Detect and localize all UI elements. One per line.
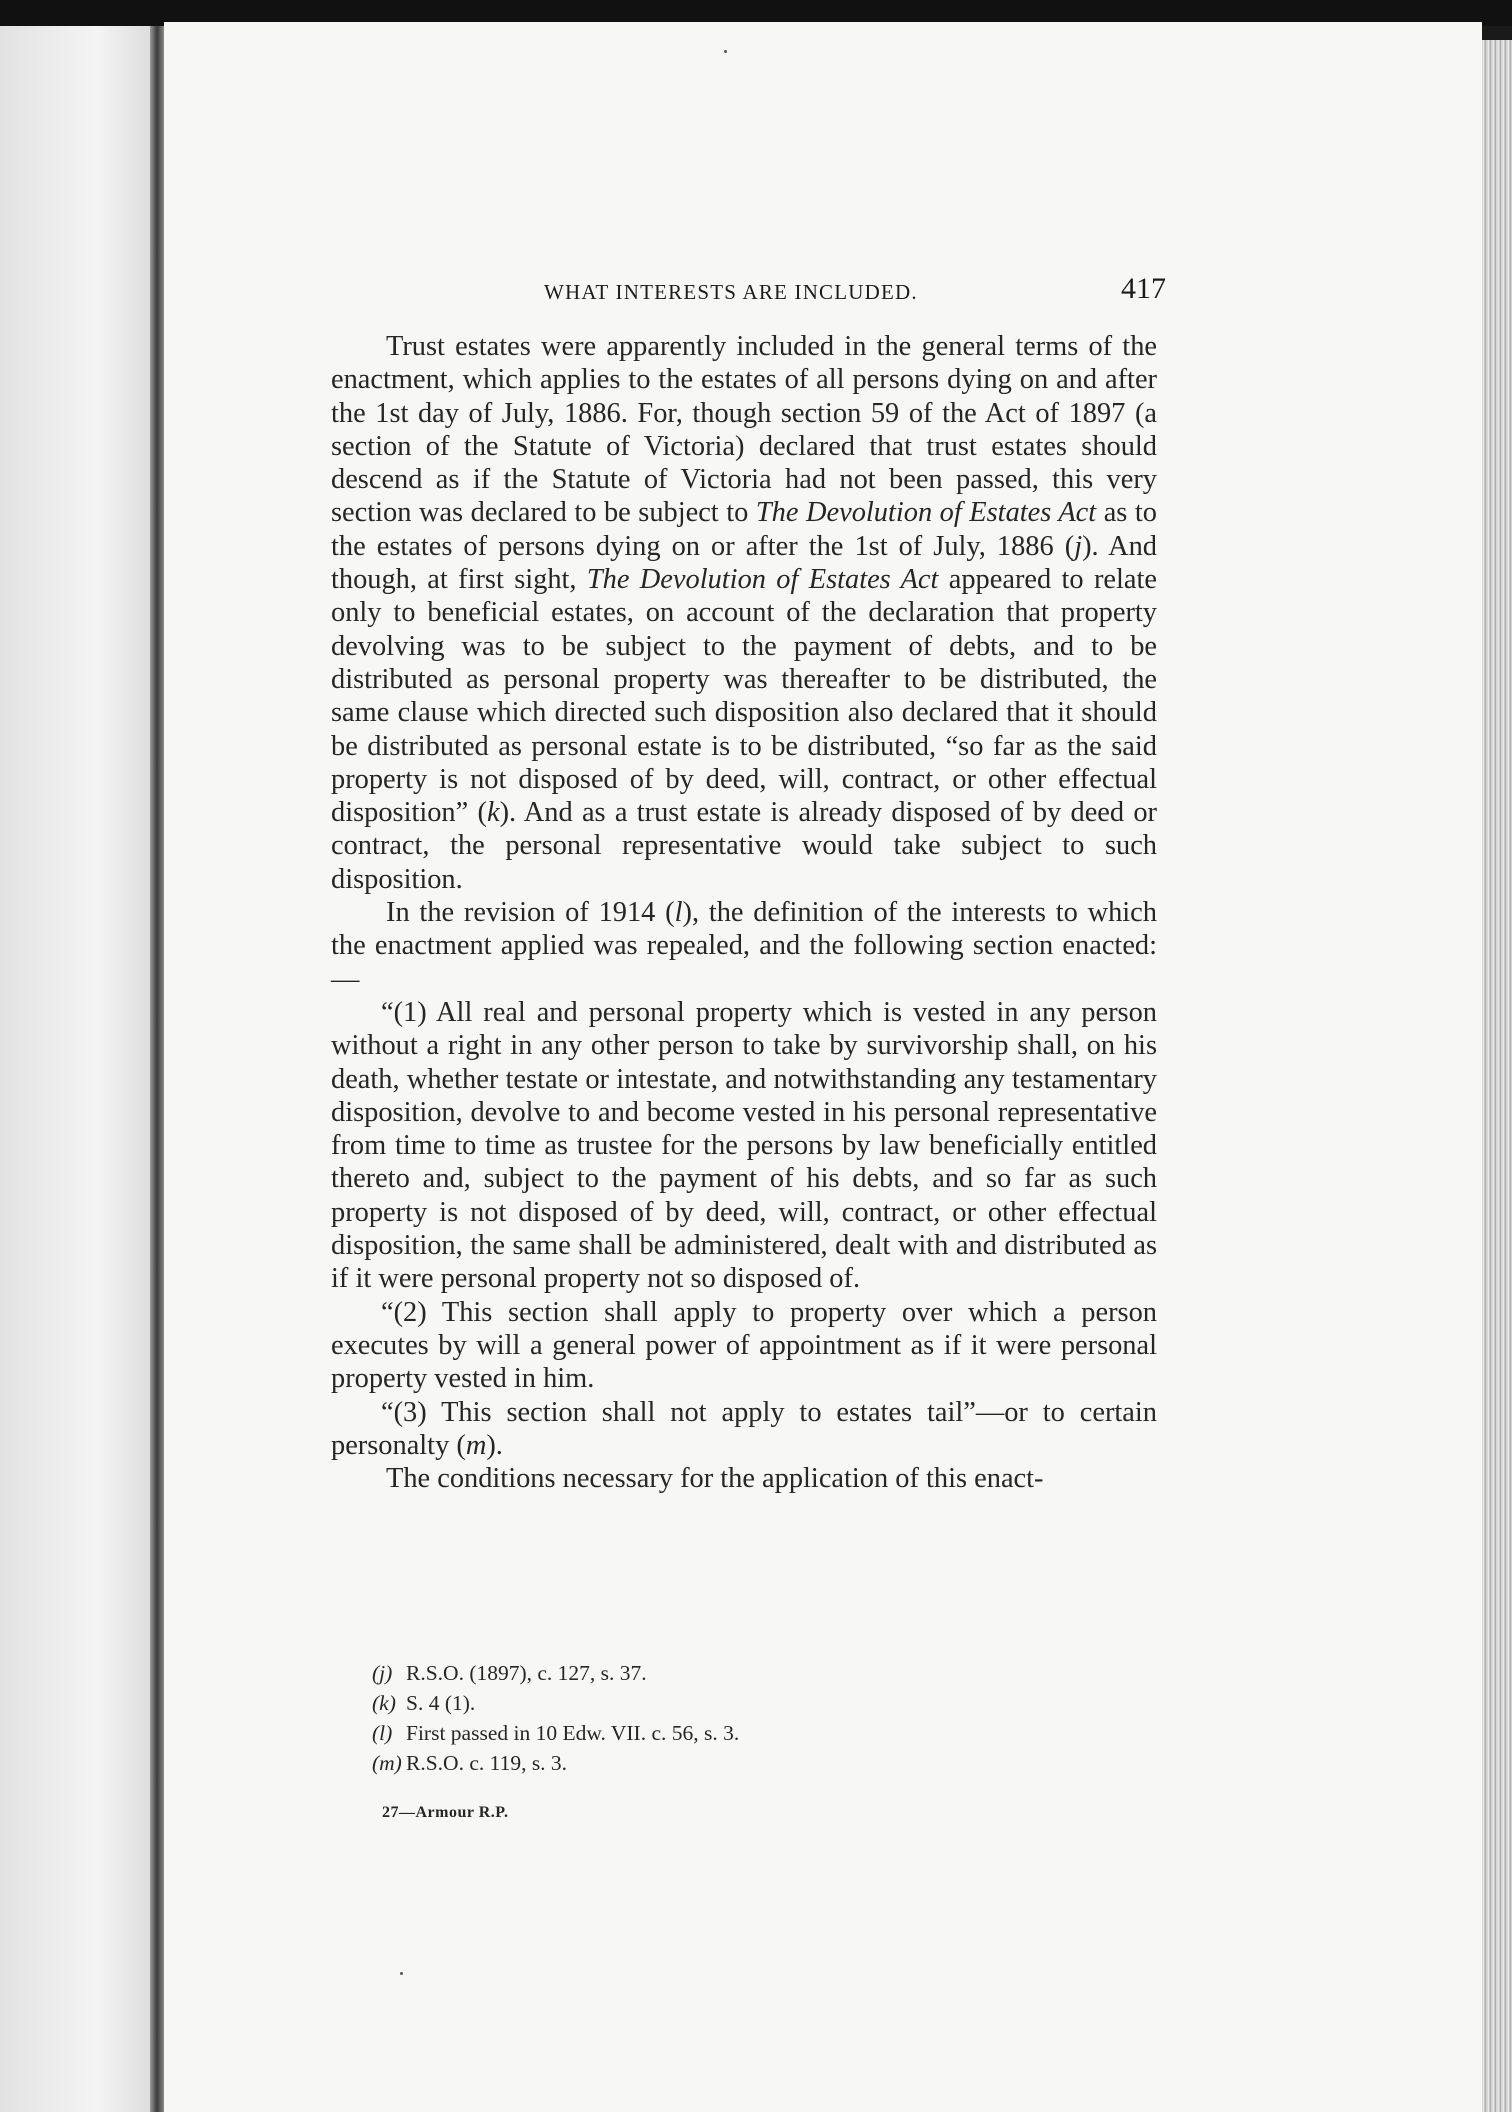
scan-speck bbox=[724, 50, 727, 53]
footnotes bbox=[372, 1658, 1132, 1778]
italic-text: The Devolution of Estates Act bbox=[755, 497, 1097, 529]
quoted-paragraph bbox=[331, 1396, 1157, 1463]
footnote-mark: (m) bbox=[372, 1751, 402, 1775]
page-number: 417 bbox=[1121, 272, 1166, 305]
footnote bbox=[372, 1718, 1132, 1748]
facing-page-edge bbox=[0, 26, 162, 2112]
italic-text: l bbox=[674, 897, 683, 929]
text-run: ), the definition of the interests to which the enactment applied was repealed, and the following section enacted:— bbox=[331, 897, 1157, 995]
footnote-mark: (k) bbox=[372, 1691, 396, 1715]
footnote-text: S. 4 (1). bbox=[406, 1691, 476, 1715]
italic-text: j bbox=[1074, 530, 1083, 562]
text-run: “(1) All real and personal property which is vested in any person without a right in any other person to take by survivorship shall, on his death, whether testate or intestate, and notwithstanding any testamentary disposition, devolve to and become vested in his personal representative from time to time as trustee for the persons by law beneficially entitled thereto and, subject to the payment of his debts, and so far as such property is not disposed of by deed, will, contract, or other effectual disposition, the same shall be administered, dealt with and distributed as if it were personal property not so disposed of. bbox=[331, 996, 1157, 1295]
italic-text: m bbox=[465, 1429, 487, 1461]
footnote bbox=[372, 1748, 1132, 1778]
italic-text: The Devolution of Estates Act bbox=[586, 564, 939, 596]
body-text bbox=[331, 330, 1157, 1495]
text-run: “(3) This section shall not apply to estates tail”—or to certain personalty ( bbox=[331, 1396, 1157, 1461]
text-run: Trust estates were apparently included in the general terms of the enactment, which applies to the estates of all persons dying on and after the 1st day of July, 1886. For, though section 59 of the Act of 1897 (a section of the Statute of Victoria) declared that trust estates should descend as if the Statute of Victoria had not been passed, this very section was declared to be subject to bbox=[331, 331, 1157, 529]
page-stack-edge bbox=[1482, 40, 1512, 2112]
italic-text: k bbox=[486, 797, 500, 829]
text-run: ). And as a trust estate is already disposed of by deed or contract, the personal representative would take subject to such disposition. bbox=[331, 797, 1158, 895]
text-run: as to the estates of persons dying on or after the 1st of July, 1886 ( bbox=[331, 497, 1157, 562]
page-header bbox=[336, 272, 1166, 318]
footnote-text: First passed in 10 Edw. VII. c. 56, s. 3. bbox=[406, 1721, 740, 1745]
paragraph bbox=[331, 330, 1157, 896]
footnote-text: R.S.O. c. 119, s. 3. bbox=[406, 1751, 568, 1775]
text-run: ). And though, at first sight, bbox=[331, 530, 1157, 596]
book-gutter bbox=[150, 26, 164, 2112]
quoted-paragraph bbox=[331, 1296, 1157, 1396]
text-run: “(2) This section shall apply to property over which a person executes by will a general power of appointment as if it were personal property vested in him. bbox=[331, 1296, 1157, 1395]
footnote-text: R.S.O. (1897), c. 127, s. 37. bbox=[406, 1661, 647, 1685]
text-run: The conditions necessary for the application of this enact- bbox=[386, 1463, 1044, 1495]
paragraph bbox=[331, 1462, 1157, 1495]
footnote bbox=[372, 1658, 1132, 1688]
footnote-mark: (l) bbox=[372, 1721, 393, 1745]
signature-mark: 27—Armour R.P. bbox=[382, 1804, 509, 1821]
scan-speck bbox=[400, 1972, 403, 1975]
footnote-mark: (j) bbox=[372, 1661, 393, 1685]
text-run: In the revision of 1914 ( bbox=[386, 897, 675, 929]
text-run: ). bbox=[486, 1429, 503, 1461]
quoted-paragraph bbox=[331, 996, 1157, 1296]
footnote bbox=[372, 1688, 1132, 1718]
paragraph bbox=[331, 896, 1157, 996]
running-head: WHAT INTERESTS ARE INCLUDED. bbox=[544, 280, 918, 304]
text-run: appeared to relate only to beneficial estates, on account of the declaration that property devolving was to be subject to the payment of debts, and to be distributed as personal property was thereafter to be distributed, the same clause which directed such disposition also declared that it should be distributed as personal estate is to be distributed, “so far as the said property is not disposed of by deed, will, contract, or other effectual disposition” ( bbox=[331, 564, 1157, 829]
